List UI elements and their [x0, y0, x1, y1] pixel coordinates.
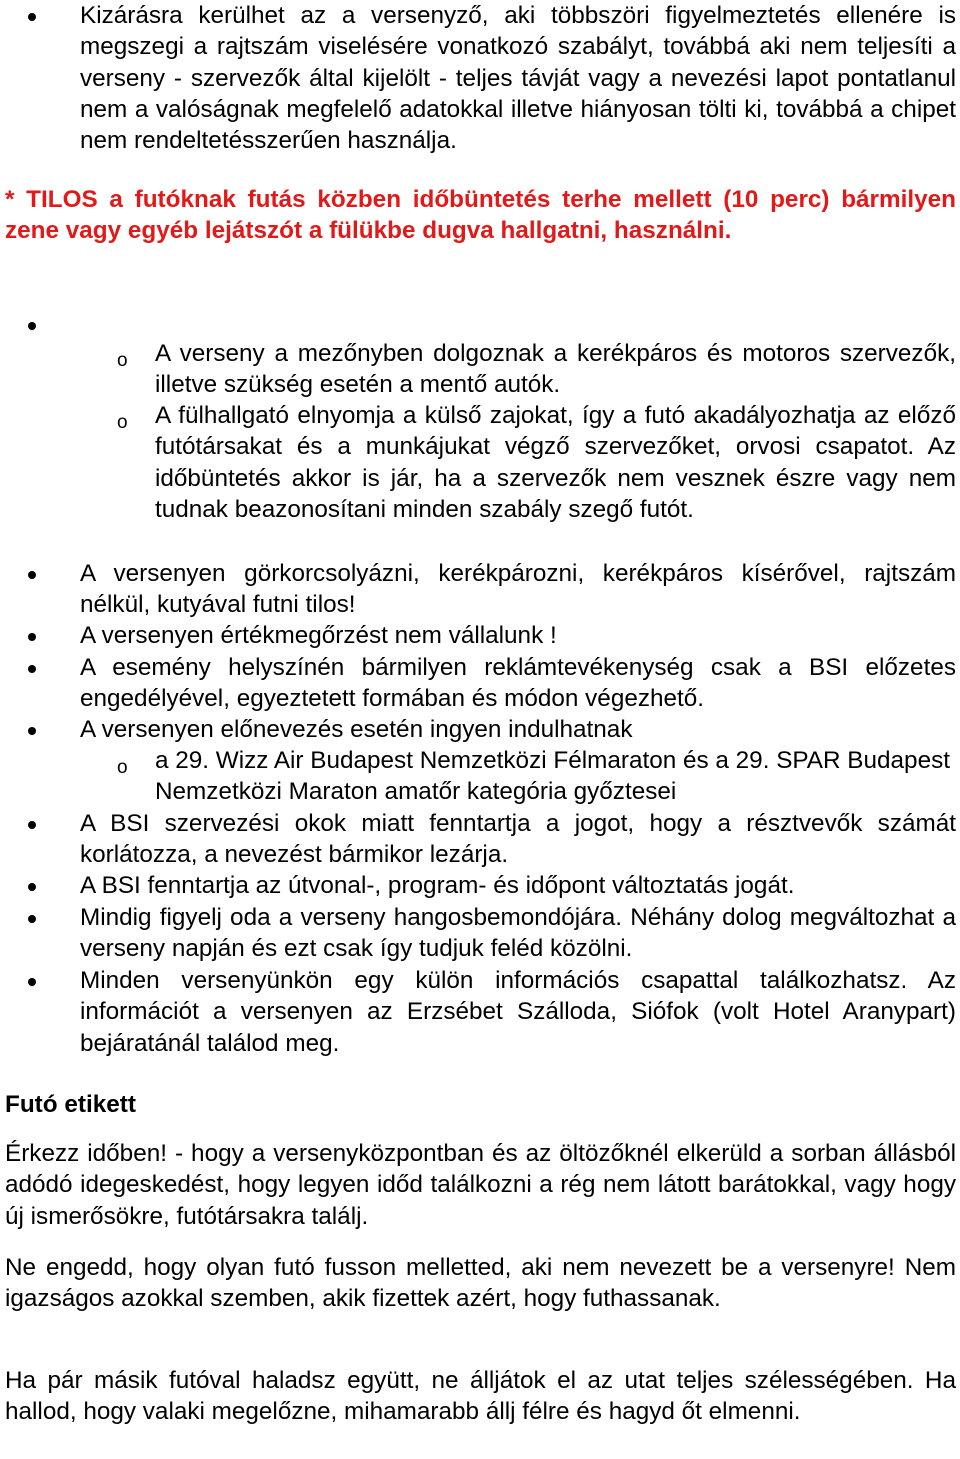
- paragraph: Ne engedd, hogy olyan futó fusson melletted, aki nem nevezett be a versenyre! Nem igazságos azokkal szemben, akik fizettek azért, hogy futhassanak.: [5, 1254, 956, 1313]
- list-item-text: A BSI fenntartja az útvonal-, program- és időpont változtatás jogát.: [80, 872, 795, 899]
- bullet-icon: [28, 978, 36, 986]
- circle-bullet-icon: o: [117, 757, 128, 778]
- list-item-text: A versenyen előnevezés esetén ingyen indulhatnak: [80, 716, 633, 743]
- sub-list-item-text: a 29. Wizz Air Budapest Nemzetközi Félmaraton és a 29. SPAR Budapest Nemzetközi Maraton amatőr kategória győztesei: [155, 747, 950, 806]
- section-title: Futó etikett: [5, 1091, 136, 1118]
- bullet-icon: [28, 665, 36, 673]
- bullet-icon: [28, 915, 36, 923]
- list-item-text: A versenyen görkorcsolyázni, kerékpározni, kerékpáros kísérővel, rajtszám nélkül, kutyával futni tilos!: [80, 560, 956, 619]
- bullet-icon: [28, 821, 36, 829]
- paragraph: Érkezz időben! - hogy a versenyközpontban és az öltözőknél elkerüld a sorban állásból adódó idegeskedést, hogy legyen időd találkozni a rég nem látott barátokkal, vagy hogy új ismerősökre, futótársakra találj.: [5, 1140, 956, 1230]
- circle-bullet-icon: o: [117, 412, 128, 433]
- list-item-text: A BSI szervezési okok miatt fenntartja a jogot, hogy a résztvevők számát korlátozza, a nevezést bármikor lezárja.: [80, 810, 956, 869]
- bullet-icon: [28, 322, 36, 330]
- list-item-text: Mindig figyelj oda a verseny hangosbemondójára. Néhány dolog megváltozhat a verseny napján és ezt csak így tudjuk feléd közölni.: [80, 904, 956, 963]
- circle-bullet-icon: o: [117, 350, 128, 371]
- warning-text: * TILOS a futóknak futás közben időbüntetés terhe mellett (10 perc) bármilyen zene vagy egyéb lejátszót a fülükbe dugva hallgatni, használni.: [5, 186, 956, 245]
- sub-list-item-text: A fülhallgató elnyomja a külső zajokat, így a futó akadályozhatja az előző futótársakat és a munkájukat végző szervezőket, orvosi csapatot. Az időbüntetés akkor is jár, ha a szervezők nem vesznek észre vagy nem tudnak beazonosítani minden szabály szegő futót.: [155, 402, 956, 523]
- list-item-text: Minden versenyünkön egy külön információs csapattal találkozhatsz. Az információt a versenyen az Erzsébet Szálloda, Siófok (volt Hotel Aranypart) bejáratánál találod meg.: [80, 967, 956, 1057]
- bullet-icon: [28, 883, 36, 891]
- bullet-icon: [28, 727, 36, 735]
- bullet-icon: [28, 633, 36, 641]
- list-item-text: A esemény helyszínén bármilyen reklámtevékenység csak a BSI előzetes engedélyével, egyeztetett formában és módon végezhető.: [80, 654, 956, 713]
- bullet-icon: [28, 571, 36, 579]
- list-item-text: A versenyen értékmegőrzést nem vállalunk !: [80, 622, 557, 649]
- paragraph: Ha pár másik futóval haladsz együtt, ne álljátok el az utat teljes szélességében. Ha hallod, hogy valaki megelőzne, mihamarabb állj félre és hagyd őt elmenni.: [5, 1367, 956, 1426]
- list-item-text: Kizárásra kerülhet az a versenyző, aki többszöri figyelmeztetés ellenére is megszegi a rajtszám viselésére vonatkozó szabályt, továbbá aki nem teljesíti a verseny - szervezők által kijelölt - teljes távját vagy a nevezési lapot pontatlanul nem a valóságnak megfelelő adatokkal illetve hiányosan tölti ki, továbbá a chipet nem rendeltetésszerűen használja.: [80, 2, 956, 155]
- sub-list-item-text: A verseny a mezőnyben dolgoznak a kerékpáros és motoros szervezők, illetve szükség esetén a mentő autók.: [155, 340, 956, 399]
- bullet-icon: [28, 13, 36, 21]
